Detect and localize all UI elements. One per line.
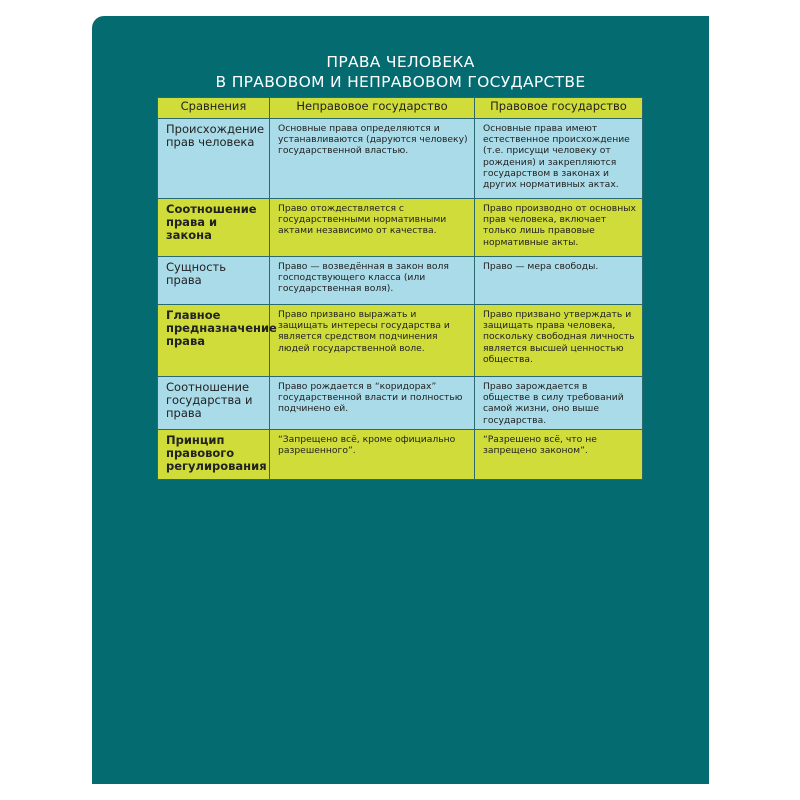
legal-cell: Право призвано утверждать и защищать права человека, поскольку свободная личность является высшей ценностью общества.	[475, 305, 643, 377]
table-row	[158, 199, 643, 257]
legal-cell: Основные права имеют естественное происхождение (т.е. присущи человеку от рождения) и закрепляются государством в законах и других нормативных актах.	[475, 119, 643, 199]
title-line-2: В ПРАВОВОМ И НЕПРАВОВОМ ГОСУДАРСТВЕ	[215, 73, 586, 91]
table-row	[158, 305, 643, 377]
legal-cell: “Разрешено всё, что не запрещено законом”.	[475, 429, 643, 479]
nonlegal-cell: Основные права определяются и устанавливаются (даруются человеку) государственной властью.	[270, 119, 475, 199]
row-label: Соотношение права и закона	[158, 199, 270, 257]
row-label: Соотношение государства и права	[158, 377, 270, 430]
header-comparison: Сравнения	[158, 98, 270, 119]
nonlegal-cell: Право призвано выражать и защищать интересы государства и является средством подчинения людей государственной воле.	[270, 305, 475, 377]
comparison-table	[157, 97, 643, 480]
table-row	[158, 377, 643, 430]
nonlegal-cell: Право — возведённая в закон воля господствующего класса (или государственная воля).	[270, 257, 475, 305]
title-line-1: ПРАВА ЧЕЛОВЕКА	[326, 53, 475, 71]
row-label: Главное предназначение права	[158, 305, 270, 377]
table-row	[158, 429, 643, 479]
nonlegal-cell: Право рождается в “коридорах” государственной власти и полностью подчинено ей.	[270, 377, 475, 430]
legal-cell: Право — мера свободы.	[475, 257, 643, 305]
header-nonlegal-state: Неправовое государство	[270, 98, 475, 119]
table-header-row	[158, 98, 643, 119]
table-row	[158, 119, 643, 199]
nonlegal-cell: “Запрещено всё, кроме официально разрешенного”.	[270, 429, 475, 479]
page-title	[92, 52, 709, 92]
row-label: Принцип правового регулирования	[158, 429, 270, 479]
table-row	[158, 257, 643, 305]
header-legal-state: Правовое государство	[475, 98, 643, 119]
legal-cell: Право производно от основных прав человека, включает только лишь правовые нормативные акты.	[475, 199, 643, 257]
notebook-cover	[92, 16, 709, 784]
row-label: Происхождение прав человека	[158, 119, 270, 199]
legal-cell: Право зарождается в обществе в силу требований самой жизни, оно выше государства.	[475, 377, 643, 430]
row-label: Сущность права	[158, 257, 270, 305]
nonlegal-cell: Право отождествляется с государственными нормативными актами независимо от качества.	[270, 199, 475, 257]
